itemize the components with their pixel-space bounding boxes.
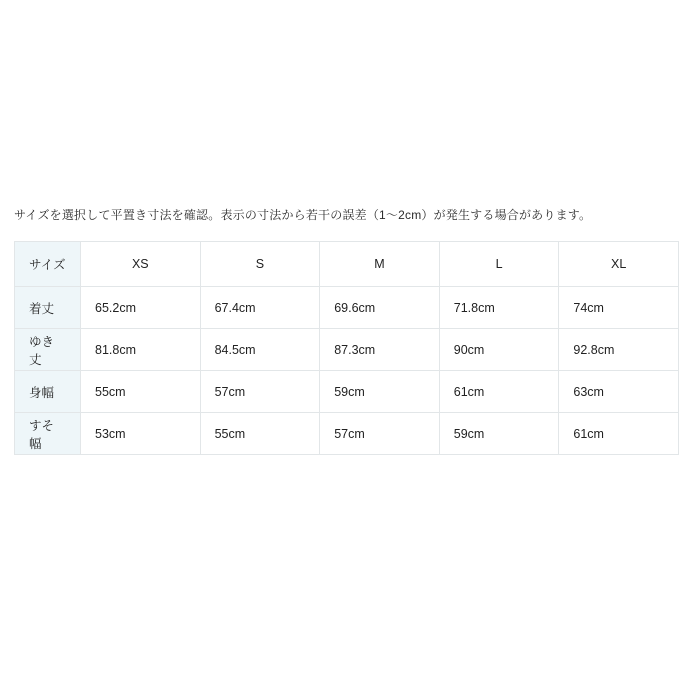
size-table-body <box>15 287 679 455</box>
cell-length-xs: 65.2cm <box>81 287 201 329</box>
cell-sleeve-l: 90cm <box>439 329 559 371</box>
row-label-hem: すそ幅 <box>15 413 81 455</box>
cell-sleeve-m: 87.3cm <box>320 329 440 371</box>
cell-chest-m: 59cm <box>320 371 440 413</box>
table-corner-label: サイズ <box>15 242 81 287</box>
table-column-header-xl: XL <box>559 242 679 287</box>
row-label-sleeve: ゆき丈 <box>15 329 81 371</box>
cell-length-xl: 74cm <box>559 287 679 329</box>
cell-hem-m: 57cm <box>320 413 440 455</box>
size-table <box>14 241 679 455</box>
size-chart-block <box>14 206 680 455</box>
cell-length-s: 67.4cm <box>200 287 320 329</box>
size-table-header <box>15 242 679 287</box>
cell-chest-s: 57cm <box>200 371 320 413</box>
cell-hem-xl: 61cm <box>559 413 679 455</box>
cell-sleeve-xl: 92.8cm <box>559 329 679 371</box>
table-row <box>15 287 679 329</box>
table-column-header-m: M <box>320 242 440 287</box>
row-label-length: 着丈 <box>15 287 81 329</box>
cell-chest-l: 61cm <box>439 371 559 413</box>
cell-sleeve-xs: 81.8cm <box>81 329 201 371</box>
size-note: サイズを選択して平置き寸法を確認。表示の寸法から若干の誤差（1〜2cm）が発生する場合があります。 <box>14 208 592 222</box>
cell-hem-s: 55cm <box>200 413 320 455</box>
table-column-header-xs: XS <box>81 242 201 287</box>
row-label-chest: 身幅 <box>15 371 81 413</box>
table-column-header-s: S <box>200 242 320 287</box>
cell-length-l: 71.8cm <box>439 287 559 329</box>
cell-length-m: 69.6cm <box>320 287 440 329</box>
table-row <box>15 413 679 455</box>
table-column-header-l: L <box>439 242 559 287</box>
cell-hem-l: 59cm <box>439 413 559 455</box>
cell-chest-xs: 55cm <box>81 371 201 413</box>
table-header-row <box>15 242 679 287</box>
cell-sleeve-s: 84.5cm <box>200 329 320 371</box>
table-row <box>15 329 679 371</box>
cell-chest-xl: 63cm <box>559 371 679 413</box>
table-row <box>15 371 679 413</box>
cell-hem-xs: 53cm <box>81 413 201 455</box>
